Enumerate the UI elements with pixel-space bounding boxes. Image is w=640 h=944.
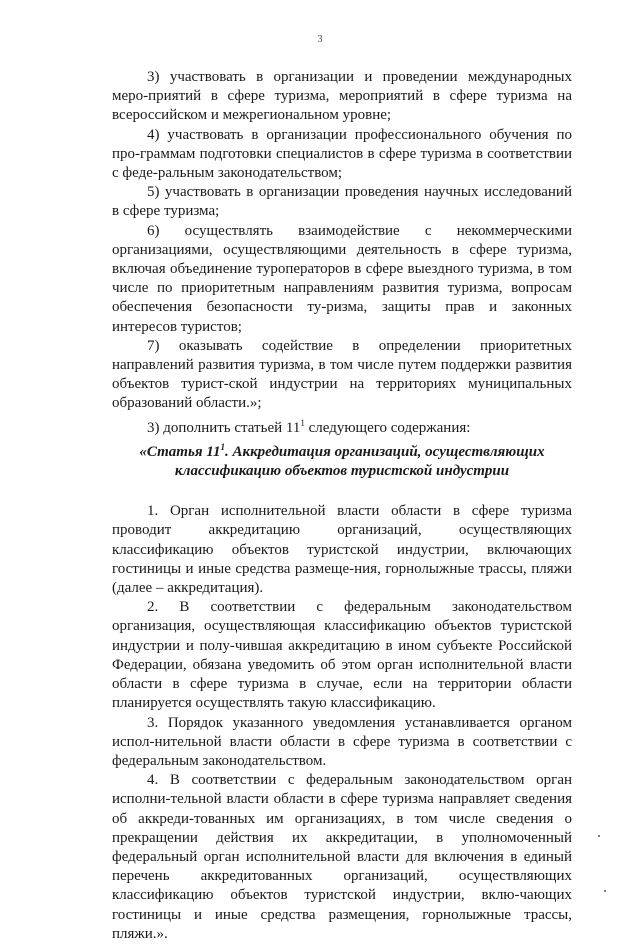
paragraph-3: 3) участвовать в организации и проведении международных меро-приятий в сфере туризма, мероприятий в сфере туризма на всероссийском и межрегиональном уровне; (112, 69, 572, 124)
page-number: 3 (317, 34, 323, 45)
amendment-intro (112, 414, 572, 438)
spacer (112, 481, 572, 502)
article-heading (112, 438, 572, 481)
clause-2: 2. В соответствии с федеральным законодательством организация, осуществляющая классификацию объектов туристской индустрии и полу-чившая аккредитацию в ином субъекте Российской Федерации, обязана уведомить об этом орган исполнительной власти области в сфере туризма в случае, если на территории области планируется осуществлять такую классификацию. (112, 599, 572, 712)
paragraph-4: 4) участвовать в организации профессионального обучения по про-граммам подготовки специалистов в сфере туризма в соответствии с феде-ральным законодательством; (112, 126, 572, 182)
paragraph-6: 6) осуществлять взаимодействие с некоммерческими организациями, осуществляющими деятельность в сфере туризма, включая объединение туроператоров в сфере выездного туризма, в том числе по приоритетным направлениям развития туризма, вопросам обеспечения безопасности ту-ризма, защиты прав и законных интересов туристов; (112, 222, 572, 335)
article-heading-sup: 1 (220, 441, 225, 452)
document-body (112, 68, 572, 944)
article-heading-line-2: классификацию объектов туристской индустрии (174, 463, 510, 480)
scan-speck (598, 835, 600, 837)
article-heading-line-1 (112, 438, 572, 462)
paragraph-5: 5) участвовать в организации проведения научных исследований в сфере туризма; (112, 184, 572, 220)
amendment-intro-sup: 1 (300, 417, 305, 428)
paragraph-7: 7) оказывать содействие в определении приоритетных направлений развития туризма, в том числе путем поддержки развития объектов турист-ской индустрии на территориях муниципальных образований области.»; (112, 337, 572, 412)
scan-speck (604, 890, 606, 892)
amendment-intro-suffix: следующего содержания: (304, 419, 471, 436)
article-heading-prefix: «Статья 11 (139, 443, 221, 460)
clause-4: 4. В соответствии с федеральным законодательством орган исполни-тельной власти области в сфере туризма направляет сведения об аккреди-тованных им организациях, в том числе сведения о прекращении действия их аккредитации, в уполномоченный федеральный орган исполнительной власти для включения в единый перечень аккредитованных организаций, осуществляющих классификацию объектов туристской индустрии, вклю-чающих гостиницы и иные средства размещения, горнолыжные трассы, пляжи.». (112, 772, 572, 942)
amendment-intro-prefix: 3) дополнить статьей 11 (147, 419, 301, 436)
article-heading-title: . Аккредитация организаций, осуществляющих (224, 443, 545, 460)
clause-1: 1. Орган исполнительной власти области в сфере туризма проводит аккредитацию организаций, осуществляющих классификацию объектов туристской индустрии, включающих гостиницы и иные средства размеще-ния, горнолыжные трассы, пляжи (далее – аккредитация). (112, 503, 572, 597)
clause-3: 3. Порядок указанного уведомления устанавливается органом испол-нительной власти области в сфере туризма в соответствии с федеральным законодательством. (112, 714, 572, 769)
